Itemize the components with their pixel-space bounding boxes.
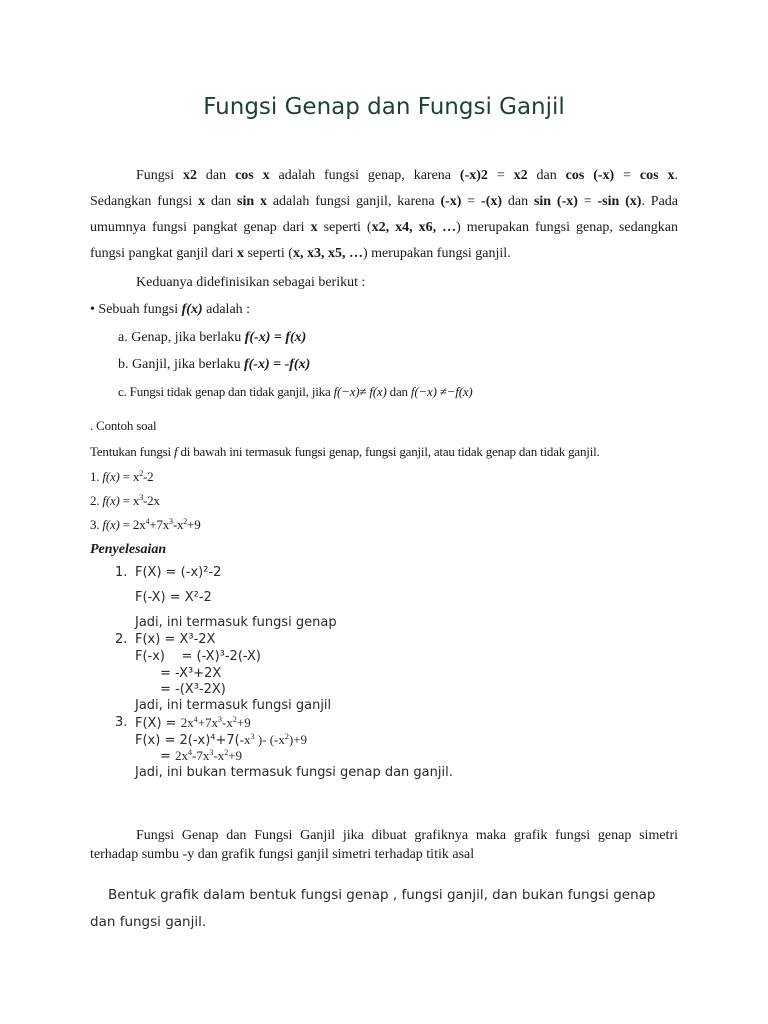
page-title: Fungsi Genap dan Fungsi Ganjil (203, 94, 565, 120)
definition-intro: Keduanya didefinisikan sebagai berikut : (136, 275, 366, 290)
solution-1-line-2: F(-X) = X²-2 (135, 590, 212, 605)
solution-2-conclusion: Jadi, ini termasuk fungsi ganjil (135, 698, 332, 713)
problem-2: 2. $f(x) = x^3-2x$ (90, 493, 160, 508)
solution-2-line-3: = -X³+2X (160, 666, 222, 681)
solution-2-line-4: = -(X³-2X) (160, 682, 226, 697)
solution-3-number: 3. (115, 715, 128, 730)
solution-2-line-1: F(x) = X³-2X (135, 632, 216, 647)
solution-2-line-2: F(-x) = (-X)³-2(-X) (135, 649, 261, 664)
graph-paragraph-line-1: Fungsi Genap dan Fungsi Ganjil jika dibuat grafiknya maka grafik fungsi genap simetri (136, 828, 678, 843)
intro-paragraph (90, 163, 678, 267)
intro-line-2: Sedangkan fungsi x dan sin x adalah fungsi ganjil, karena (-x) = -(x) dan sin (-x) = -sin (x). Pada (90, 194, 678, 209)
definition-c: c. Fungsi tidak genap dan tidak ganjil, jika f(−x)≠ f(x) dan f(−x) ≠−f(x) (118, 384, 473, 399)
bentuk-grafik-line-2: dan fungsi ganjil. (90, 914, 207, 930)
problem-3: 3. $f(x) = 2x^4+7x^3-x^2+9$ (90, 517, 201, 532)
solution-2-number: 2. (115, 632, 128, 647)
solution-3-line-2: $F(x) = 2(-x)^4+7(-x^3$ )- $(-x^2)+9$ (135, 732, 308, 748)
bentuk-grafik-line-1: Bentuk grafik dalam bentuk fungsi genap , fungsi ganjil, dan bukan fungsi genap (108, 887, 656, 903)
penyelesaian-heading: Penyelesaian (90, 542, 167, 557)
problem-1: 1. $f(x) = x^2-2$ (90, 469, 154, 484)
solution-1-line-1: F(X) = (-x)²-2 (135, 565, 222, 580)
intro-line-4: fungsi pangkat ganjil dari x seperti (x, x3, x5, …) merupakan fungsi ganjil. (90, 246, 511, 261)
solution-3-line-3: = $2x^4-7x^3-x^2+9$ (160, 748, 243, 764)
solution-3-conclusion: Jadi, ini bukan termasuk fungsi genap dan ganjil. (135, 765, 453, 780)
question-text: Tentukan fungsi f di bawah ini termasuk fungsi genap, fungsi ganjil, atau tidak genap dan tidak ganjil. (90, 444, 600, 459)
bullet-line: • Sebuah fungsi f(x) adalah : (90, 302, 251, 317)
intro-line-3: umumnya fungsi pangkat genap dari x seperti (x2, x4, x6, …) merupakan fungsi genap, sedangkan (90, 220, 679, 235)
solution-1-conclusion: Jadi, ini termasuk fungsi genap (135, 615, 337, 630)
contoh-soal-label: . Contoh soal (90, 418, 157, 433)
solution-3-line-1: $F(X) = 2x^4+7x^3-x^2+9$ (135, 715, 251, 731)
definition-a: a. Genap, jika berlaku f(-x) = f(x) (118, 330, 307, 345)
definition-b: b. Ganjil, jika berlaku f(-x) = -f(x) (118, 357, 311, 372)
graph-paragraph-line-2: terhadap sumbu -y dan grafik fungsi ganjil simetri terhadap titik asal (90, 847, 475, 862)
solution-1-number: 1. (115, 565, 128, 580)
intro-line-1: Fungsi x2 dan cos x adalah fungsi genap, karena (-x)2 = x2 dan cos (-x) = cos x. (136, 168, 678, 183)
